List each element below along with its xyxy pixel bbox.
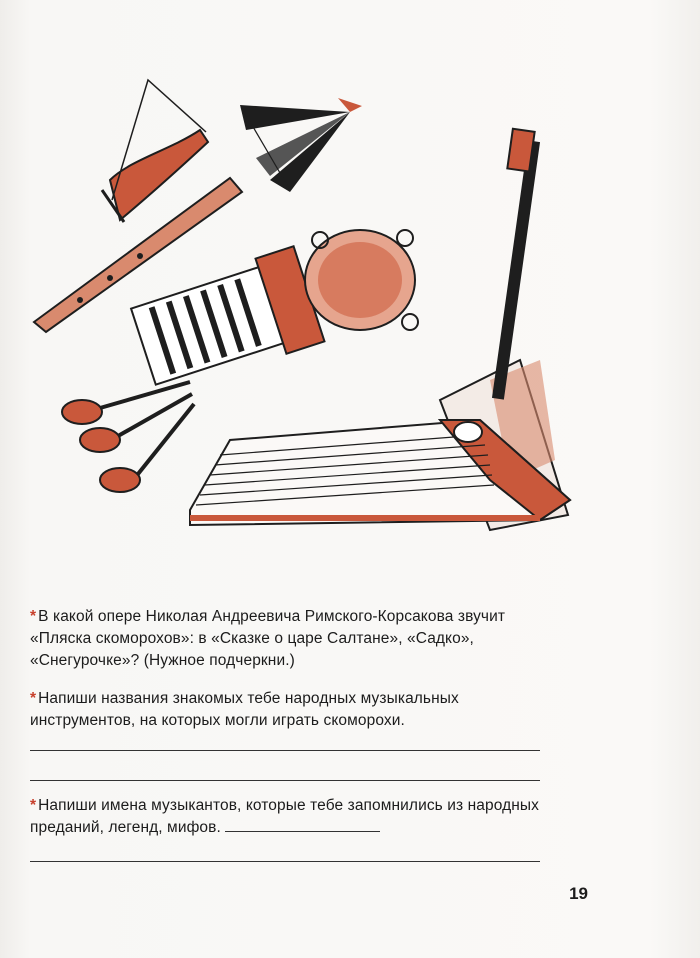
task-musicians bbox=[30, 795, 550, 839]
task-text: Напиши имена музыкантов, которые тебе запомнились из народных преданий, легенд, мифов. bbox=[30, 797, 540, 836]
accordion-icon bbox=[131, 246, 324, 384]
star-marker-icon: * bbox=[30, 690, 37, 707]
horn-icon bbox=[102, 80, 208, 222]
rattle-fan-icon bbox=[240, 98, 362, 192]
task-text: В какой опере Николая Андреевича Римского-Корсакова звучит «Пляска скоморохов»: в «Сказке о царе Салтане», «Садко», «Снегурочке»? (Нужное подчеркни.) bbox=[30, 608, 506, 669]
answer-line[interactable] bbox=[30, 750, 540, 751]
task-opera-question bbox=[30, 606, 550, 672]
spoons-icon bbox=[62, 382, 194, 492]
task-instruments bbox=[30, 688, 550, 732]
answer-line[interactable] bbox=[30, 861, 540, 862]
star-marker-icon: * bbox=[30, 797, 37, 814]
page-number: 19 bbox=[569, 884, 588, 903]
task-text: Напиши названия знакомых тебе народных музыкальных инструментов, на которых могли играть скоморохи. bbox=[30, 690, 459, 729]
star-marker-icon: * bbox=[30, 608, 37, 625]
folk-instruments-illustration bbox=[20, 60, 660, 600]
tambourine-icon bbox=[305, 230, 418, 330]
answer-line[interactable] bbox=[30, 780, 540, 781]
answer-line[interactable] bbox=[225, 831, 380, 832]
